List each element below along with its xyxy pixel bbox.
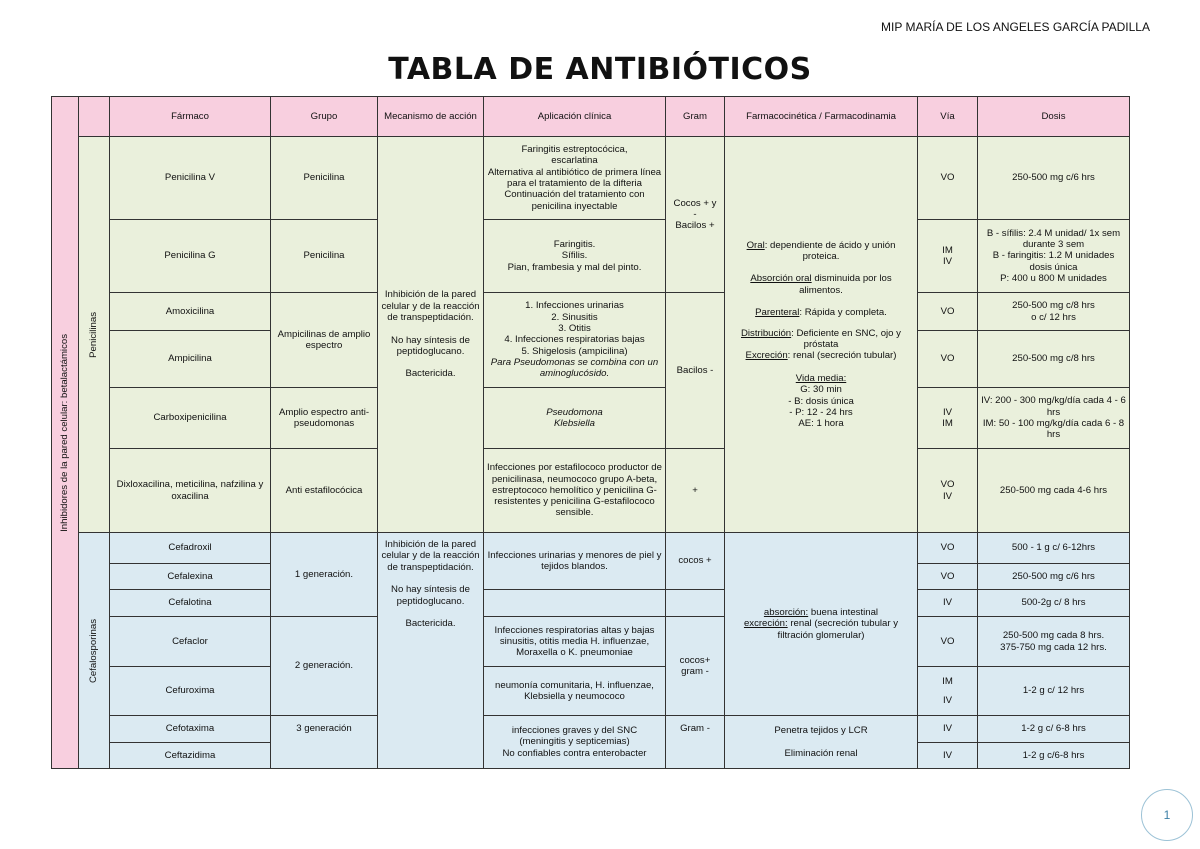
gram-cell: cocos + (666, 533, 725, 590)
clinical-use (484, 137, 666, 220)
gram-cell: + (666, 449, 725, 533)
drug-name: Cefotaxima (110, 716, 271, 743)
mechanism-cell (378, 137, 484, 533)
route-line: IM (942, 244, 953, 256)
mechanism-line: Inhibición de la pared celular y de la reacción de transpeptidación. (381, 539, 480, 573)
gram-line: gram - (681, 666, 709, 677)
table-row (52, 533, 1130, 564)
drug-name: Ceftazidima (110, 743, 271, 769)
clinical-use-line: Alternativa al antibiótico de primera línea para el tratamiento de la difteria (487, 166, 662, 189)
route: VO (918, 293, 978, 331)
drug-name: Cefuroxima (110, 667, 271, 716)
clinical-use-line: Para Pseudomonas se combina con un aminoglucósido. (490, 356, 659, 380)
route-line: IV (942, 256, 953, 267)
gram-line: Cocos + y (673, 197, 717, 209)
route (918, 667, 978, 716)
clinical-use-line: (meningitis y septicemias) (519, 736, 630, 748)
route: IV (918, 743, 978, 769)
dose: 500-2g c/ 8 hrs (978, 590, 1130, 617)
pk-vida-line: - P: 12 - 24 hrs (789, 406, 853, 418)
pharmacokinetics-cell (725, 137, 918, 533)
antibiotics-table (51, 96, 1130, 769)
gram-cell (666, 617, 725, 716)
clinical-use-line: infecciones graves y del SNC (511, 725, 638, 737)
drug-group: Amplio espectro anti-pseudomonas (271, 388, 378, 449)
pk-line: Eliminación renal (784, 748, 858, 759)
drug-name: Cefalotina (110, 590, 271, 617)
pk-vida-line: AE: 1 hora (798, 418, 844, 430)
table-row (52, 716, 1130, 743)
dose-line: B - sífilis: 2.4 M unidad/ 1x sem durante 3 sem (986, 227, 1121, 251)
table-row (52, 667, 1130, 716)
table-row (52, 449, 1130, 533)
drug-group: 2 generación. (271, 617, 378, 716)
pk-oral: Oral: dependiente de ácido y unión proteica. (746, 239, 896, 262)
clinical-use-line: Continuación del tratamiento con penicilina inyectable (504, 189, 645, 212)
dose-line: IM: 50 - 100 mg/kg/día cada 6 - 8 hrs (982, 418, 1125, 441)
pk-absorcion: absorción: buena intestinal (763, 607, 879, 619)
col-header-gram: Gram (666, 97, 725, 137)
dose (978, 617, 1130, 667)
author-name: MIP MARÍA DE LOS ANGELES GARCÍA PADILLA (881, 20, 1150, 34)
gram-line: - (693, 208, 697, 220)
dose: 250-500 mg c/8 hrs (978, 331, 1130, 388)
drug-name: Carboxipenicilina (110, 388, 271, 449)
drug-group: 3 generación (271, 716, 378, 769)
gram-cell (666, 590, 725, 617)
dose (978, 293, 1130, 331)
route: VO (918, 137, 978, 220)
mechanism-line: Inhibición de la pared celular y de la reacción de transpeptidación. (381, 289, 480, 323)
table-row (52, 220, 1130, 293)
clinical-use-line: Faringitis estreptocócica, (521, 144, 628, 156)
route-line: IM (942, 418, 953, 429)
pk-vida-line: G: 30 min (800, 384, 842, 396)
drug-group: Anti estafilocócica (271, 449, 378, 533)
clinical-use-line: 1. Infecciones urinarias (525, 300, 624, 312)
pk-vida-media: Vida media: (795, 372, 847, 384)
table-row (52, 590, 1130, 617)
mechanism-line: Bactericida. (405, 368, 456, 380)
route: IV (918, 590, 978, 617)
col-header-mecanismo: Mecanismo de acción (378, 97, 484, 137)
clinical-use: neumonía comunitaria, H. influenzae, Klebsiella y neumococo (484, 667, 666, 716)
route (918, 220, 978, 293)
clinical-use (484, 293, 666, 388)
dose: 1-2 g c/ 6-8 hrs (978, 716, 1130, 743)
pharmacokinetics-cell (725, 716, 918, 769)
drug-name: Dixloxacilina, meticilina, nafzilina y oxacilina (110, 449, 271, 533)
subcategory-cell (79, 533, 110, 769)
subcategory-label-penicilinas: Penicilinas (88, 311, 100, 358)
category-label: Inhibidores de la pared celular: betalactámicos (59, 333, 71, 532)
page-title: TABLA DE ANTIBIÓTICOS (388, 52, 812, 87)
clinical-use-line: Faringitis. (553, 239, 596, 251)
dose: 250-500 mg cada 4-6 hrs (978, 449, 1130, 533)
dose (978, 220, 1130, 293)
clinical-use-line: escarlatina (551, 155, 598, 167)
route: VO (918, 564, 978, 590)
gram-line: Bacilos + (675, 220, 715, 232)
header-blank (79, 97, 110, 137)
mechanism-line: No hay síntesis de peptidoglucano. (391, 584, 470, 607)
gram-cell: Gram - (666, 716, 725, 769)
pk-excrecion: Excreción: renal (secreción tubular) (745, 350, 897, 362)
col-header-farmacocinetica: Farmacocinética / Farmacodinamia (725, 97, 918, 137)
route: IV (918, 716, 978, 743)
pk-line: Penetra tejidos y LCR (774, 724, 868, 736)
route (918, 388, 978, 449)
table-row (52, 137, 1130, 220)
gram-line: cocos+ (679, 654, 711, 666)
clinical-use (484, 716, 666, 769)
gram-cell (666, 137, 725, 293)
dose-line: 250-500 mg c/8 hrs (1012, 300, 1095, 312)
dose: 1-2 g c/6-8 hrs (978, 743, 1130, 769)
clinical-use (484, 220, 666, 293)
drug-group: Penicilina (271, 137, 378, 220)
dose-line: P: 400 u 800 M unidades (1000, 272, 1107, 284)
dose: 500 - 1 g c/ 6-12hrs (978, 533, 1130, 564)
mechanism-line: Bactericida. (405, 618, 456, 630)
subcategory-cell (79, 137, 110, 533)
clinical-use-line: 4. Infecciones respiratorias bajas (504, 334, 645, 346)
subcategory-label-cefalosporinas: Cefalosporinas (88, 618, 100, 683)
clinical-use: Infecciones por estafilococo productor de penicilinasa, neumococo grupo A-beta, estreptococo hemolítico y penicilina G-resistentes y penicilina G-estafilococo sensible. (484, 449, 666, 533)
drug-group: 1 generación. (271, 533, 378, 617)
drug-group: Ampicilinas de amplio espectro (271, 293, 378, 388)
drug-name: Cefaclor (110, 617, 271, 667)
clinical-use-line: No confiables contra enterobacter (502, 747, 647, 759)
table-row (52, 388, 1130, 449)
dose-line: 250-500 mg cada 8 hrs. (1002, 630, 1105, 642)
mechanism-line: No hay síntesis de peptidoglucano. (391, 334, 470, 357)
dose-line: B - faringitis: 1.2 M unidades dosis única (992, 250, 1115, 273)
category-cell (52, 97, 79, 769)
col-header-via: Vía (918, 97, 978, 137)
col-header-dosis: Dosis (978, 97, 1130, 137)
col-header-farmaco: Fármaco (110, 97, 271, 137)
drug-name: Penicilina V (110, 137, 271, 220)
clinical-use (484, 388, 666, 449)
route-line: IM (942, 675, 953, 687)
dose-line: IV: 200 - 300 mg/kg/día cada 4 - 6 hrs (981, 395, 1126, 418)
clinical-use-line: Pian, frambesia y mal del pinto. (507, 261, 642, 273)
drug-name: Ampicilina (110, 331, 271, 388)
pk-parenteral: Parenteral: Rápida y completa. (755, 307, 887, 319)
header-row (52, 97, 1130, 137)
clinical-use-line: Sífilis. (561, 250, 588, 262)
pk-absorcion: Absorción oral disminuida por los alimentos. (750, 273, 892, 296)
route: VO (918, 331, 978, 388)
drug-name: Cefalexina (110, 564, 271, 590)
route: VO (918, 533, 978, 564)
dose (978, 388, 1130, 449)
drug-name: Penicilina G (110, 220, 271, 293)
pk-distribucion: Distribución: Deficiente en SNC, ojo y próstata (741, 327, 901, 350)
clinical-use-line: 2. Sinusitis (551, 311, 598, 323)
route-line: IV (942, 406, 953, 418)
clinical-use-line: 5. Shigelosis (ampicilina) (521, 345, 628, 357)
dose-line: 375-750 mg cada 12 hrs. (1000, 641, 1107, 653)
clinical-use-line: Klebsiella (553, 418, 596, 429)
clinical-use: Infecciones respiratorias altas y bajas sinusitis, otitis media H. influenzae, Moraxella o K. pneumoniae (484, 617, 666, 667)
clinical-use-line: 3. Otitis (558, 323, 591, 335)
drug-group: Penicilina (271, 220, 378, 293)
clinical-use-line: Pseudomona (546, 406, 603, 418)
dose: 1-2 g c/ 12 hrs (978, 667, 1130, 716)
col-header-grupo: Grupo (271, 97, 378, 137)
clinical-use: Infecciones urinarias y menores de piel y tejidos blandos. (484, 533, 666, 590)
drug-name: Amoxicilina (110, 293, 271, 331)
pk-vida-line: - B: dosis única (788, 395, 854, 407)
dose: 250-500 mg c/6 hrs (978, 564, 1130, 590)
clinical-use (484, 590, 666, 617)
route (918, 449, 978, 533)
pharmacokinetics-cell (725, 533, 918, 716)
route: VO (918, 617, 978, 667)
dose: 250-500 mg c/6 hrs (978, 137, 1130, 220)
col-header-aplicacion: Aplicación clínica (484, 97, 666, 137)
route-line: IV (942, 695, 953, 706)
pk-excrecion: excreción: renal (secreción tubular y filtración glomerular) (743, 618, 899, 641)
table-row (52, 293, 1130, 331)
table-row (52, 617, 1130, 667)
dose-line: o c/ 12 hrs (1031, 311, 1076, 323)
mechanism-cell (378, 533, 484, 769)
drug-name: Cefadroxil (110, 533, 271, 564)
page-number: 1 (1141, 789, 1193, 841)
gram-cell: Bacilos - (666, 293, 725, 449)
route-line: IV (942, 490, 953, 502)
route-line: VO (940, 479, 955, 491)
